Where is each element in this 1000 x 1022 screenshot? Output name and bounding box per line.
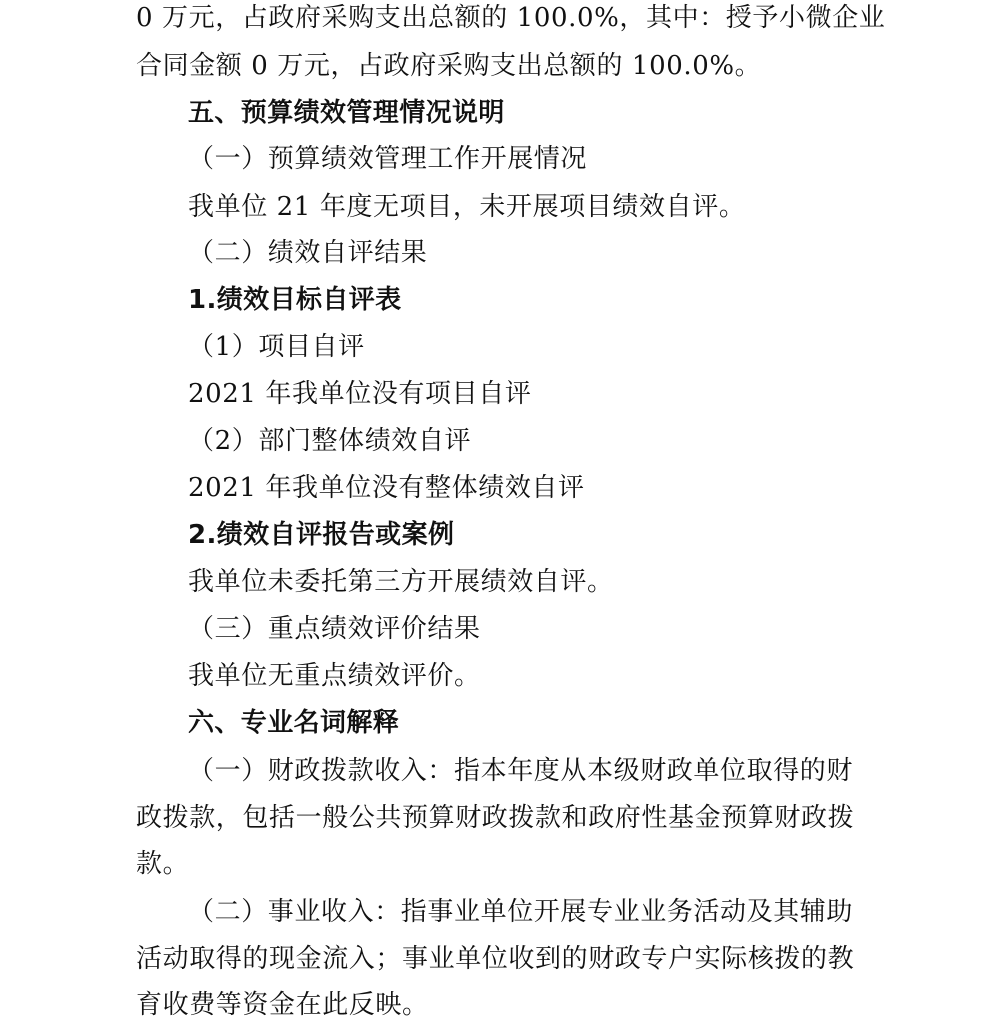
text-line-2: 合同金额 0 万元，占政府采购支出总额的 100.0%。 bbox=[136, 51, 762, 81]
text-line-15: 我单位无重点绩效评价。 bbox=[188, 661, 481, 691]
text-line-5: 我单位 21 年度无项目，未开展项目绩效自评。 bbox=[188, 192, 746, 222]
text-line-9: 2021 年我单位没有项目自评 bbox=[188, 379, 532, 409]
subsection-heading-5-1: （一）预算绩效管理工作开展情况 bbox=[188, 144, 588, 174]
text-line-18: 政拨款，包括一般公共预算财政拨款和政府性基金预算财政拨 bbox=[136, 803, 855, 833]
section-heading-5: 五、预算绩效管理情况说明 bbox=[188, 98, 505, 128]
text-line-17: （一）财政拨款收入：指本年度从本级财政单位取得的财 bbox=[188, 756, 854, 786]
text-line-13: 我单位未委托第三方开展绩效自评。 bbox=[188, 567, 614, 597]
text-line-11: 2021 年我单位没有整体绩效自评 bbox=[188, 473, 585, 503]
text-line-19: 款。 bbox=[136, 849, 190, 879]
text-line-21: 活动取得的现金流入；事业单位收到的财政专户实际核拨的教 bbox=[136, 944, 855, 974]
subitem-heading-2: （2）部门整体绩效自评 bbox=[188, 426, 472, 456]
text-line-22: 育收费等资金在此反映。 bbox=[136, 990, 429, 1020]
section-heading-6: 六、专业名词解释 bbox=[188, 708, 400, 738]
item-heading-1: 1.绩效目标自评表 bbox=[188, 285, 402, 315]
text-line-1: 0 万元，占政府采购支出总额的 100.0%，其中：授予小微企业 bbox=[136, 3, 886, 33]
item-heading-2: 2.绩效自评报告或案例 bbox=[188, 520, 455, 550]
subsection-heading-5-2: （二）绩效自评结果 bbox=[188, 238, 428, 268]
subitem-heading-1: （1）项目自评 bbox=[188, 332, 365, 362]
text-line-20: （二）事业收入：指事业单位开展专业业务活动及其辅助 bbox=[188, 897, 854, 927]
subsection-heading-5-3: （三）重点绩效评价结果 bbox=[188, 614, 481, 644]
